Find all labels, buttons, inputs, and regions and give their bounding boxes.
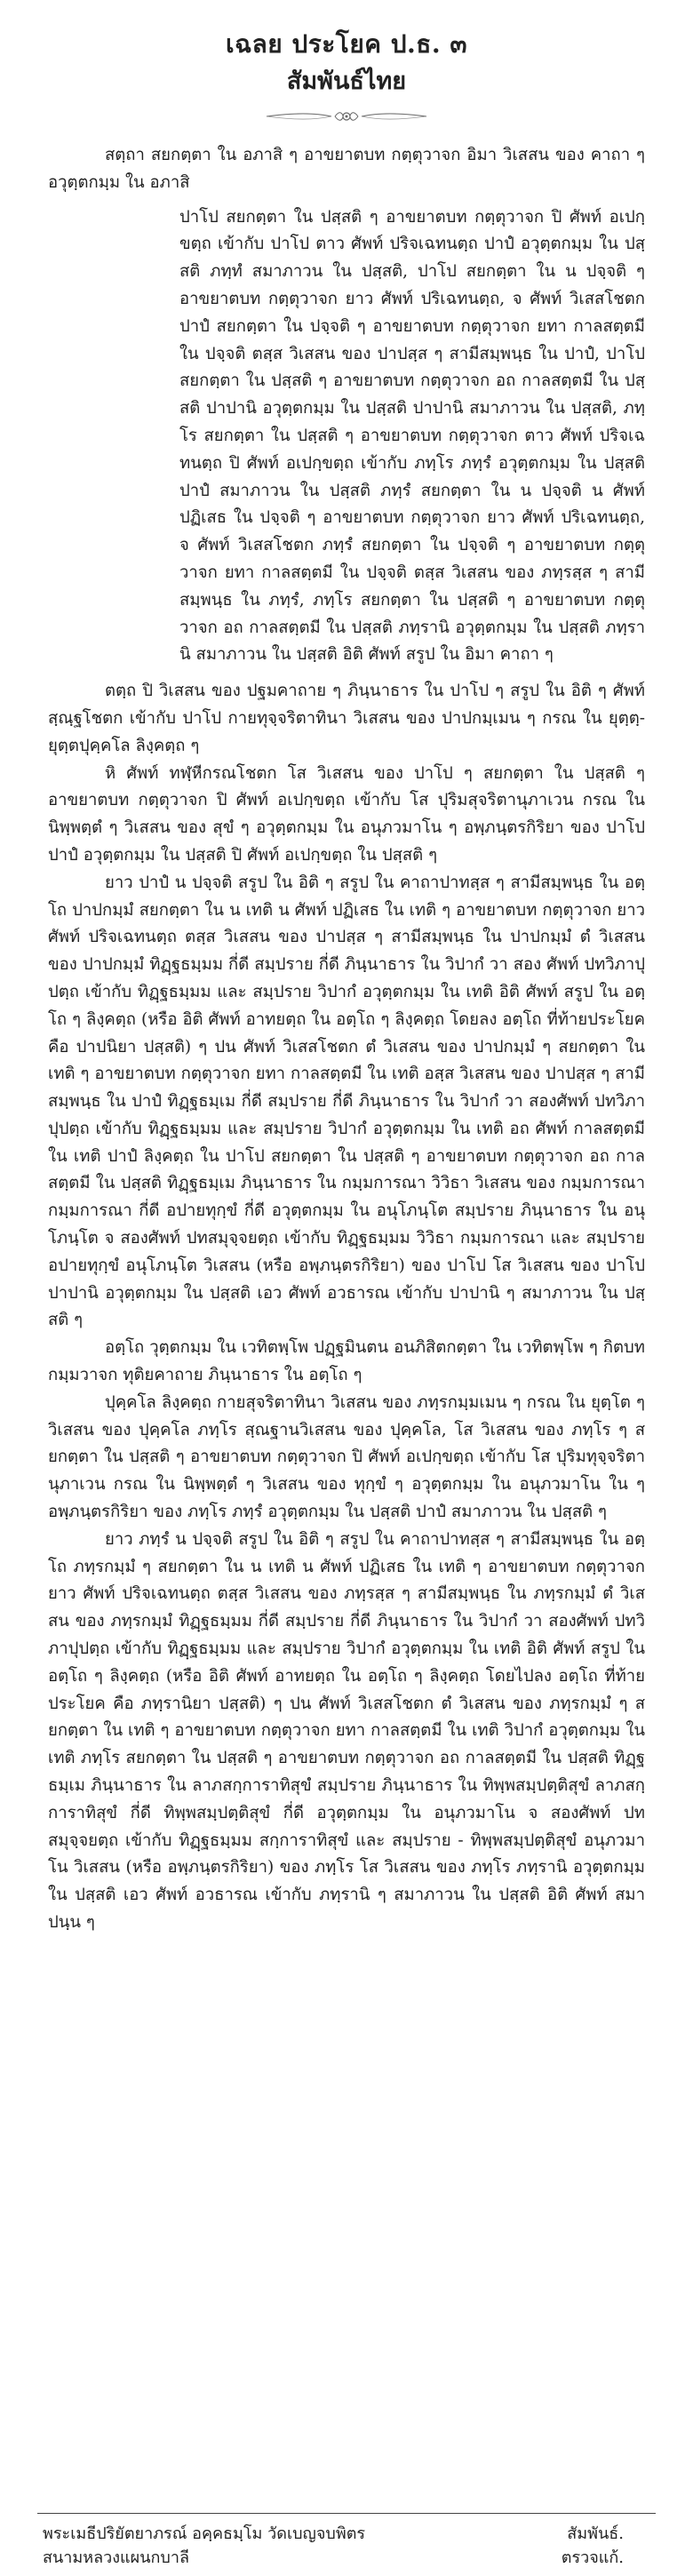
paragraph-4: หิ ศัพท์ ทฬฺหีกรณโชตก โส วิเสสน ของ ปาโป ๆ สยกตฺตา ใน ปสฺสติ ๆ อาขยาตบท กตฺตุวาจก ปิ ศัพท์ อเปกฺขตฺถ เข้ากับ โส ปุริมสุจริตานุภาเวน กรณ ใน นิพฺพตฺตํ ๆ วิเสสน ของ สุขํ ๆ อวุตฺตกมฺม ใน อนุภวมาโน ๆ อพฺภนฺตรกิริยา ของ ปาโป ปาปํ อวุตฺตกมฺม ใน ปสฺสติ ปิ ศัพท์ อเปกฺขตฺถ ใน ปสฺสติ ๆ — [48, 763, 645, 865]
document-body — [48, 142, 645, 1937]
paragraph-3: ตตฺถ ปิ วิเสสน ของ ปฐมคาถาย ๆ ภินฺนาธาร ใน ปาโป ๆ สรูป ใน อิติ ๆ ศัพท์ สฺณฺฐโชตก เข้ากับ ปาโป กายทุจฺจริตาทินา วิเสสน ของ ปาปกมฺเมน ๆ กรณ ใน ยุตฺตฺ-ยุตฺตปุคฺคโล ลิงฺคตฺถ ๆ — [48, 682, 645, 755]
decorative-divider-icon — [262, 105, 431, 128]
paragraph-8: ยาว ภทฺรํ น ปจฺจติ สรูป ใน อิติ ๆ สรูป ใน คาถาปาทสฺส ๆ สามีสมฺพนฺธ ใน อตฺโถ ภทฺรกมฺมํ ๆ สยกตฺตา ใน น เทติ น ศัพท์ ปฏิเสธ ใน เทติ ๆ อาขยาตบท กตฺตุวาจก ยาว ศัพท์ ปริจเฉทนตฺถ ตสฺส วิเสสน ของ ภทฺรสฺส ๆ สามีสมฺพนฺธ ใน ภทฺรกมฺมํ ตํ วิเสสน ของ ภทฺรกมฺมํ ทิฏฺฐธมฺมม กี่ดี สมฺปราย กี่ดี ภินฺนาธาร ใน วิปากํ วา สองศัพท์ ปทวิภาปุปตฺถ เข้ากับ ทิฏฺฐธมฺมม และ สมฺปราย วิปากํ อวุตฺตกมฺม ใน เทติ อิติ ศัพท์ สรูป ใน อตฺโถ ๆ ลิงฺคตฺถ (หรือ อิติ ศัพท์ อาทยตฺถ ใน อตฺโถ ๆ ลิงฺคตฺถ โดยไปลง อตฺโถ ที่ท้ายประโยค คือ ภทฺรานิยา ปสฺสติ) ๆ ปน ศัพท์ วิเสสโชตก ตํ วิเสสน ของ ภทฺรกมฺมํ ๆ สยกตฺตา ใน เทติ ๆ อาขยาตบท กตฺตุวาจก ยทา กาลสตฺตมี ใน เทติ วิปากํ อวุตฺตกมฺม ใน เทติ ภทฺโร สยกตฺตา ใน ปสฺสติ ๆ อาขยาตบท กตฺตุวาจก อถ กาลสตฺตมี ใน ปสฺสติ ทิฏฺฐธมฺเม ภินฺนาธาร ใน ลาภสกฺการาทิสุขํ สมฺปราย ภินฺนาธาร ใน ทิพฺพสมฺปตฺติสุขํ ลาภสกฺการาทิสุขํ กี่ดี ทิพฺพสมฺปตฺติสุขํ กี่ดี อวุตฺตกมฺม ใน อนุภวมาโน จ สองศัพท์ ปทสมุจฺจยตฺถ เข้ากับ ทิฏฺฐธมฺมม สกฺการาทิสุขํ และ สมฺปราย - ทิพฺพสมฺปตฺติสุขํ อนุภวมาโน วิเสสน (หรือ อพฺภนฺตรกิริยา) ของ ภทฺโร โส วิเสสน ของ ภทฺโร ภทฺรานิ อวุตฺตกมฺม ใน ปสฺสติ เอว ศัพท์ อวธารณ เข้ากับ ภทฺรานิ ๆ สมาภาวน ใน ปสฺสติ อิติ ศัพท์ สมาปนฺน ๆ — [48, 1529, 645, 1932]
footer-role-2: ตรวจแก้. — [561, 2548, 624, 2567]
paragraph-6: อตฺโถ วุตฺตกมฺม ใน เวทิตพฺโพ ปฏฺฐมินตน อนภิสิตกตฺตา ใน เวทิตพฺโพ ๆ กิตบท กมฺมวาจก ทุติยคาถาย ภินฺนาธาร ใน อตฺโถ ๆ — [48, 1338, 645, 1385]
footer-divider — [37, 2513, 656, 2514]
footer-office: สนามหลวงแผนกบาลี — [43, 2548, 189, 2567]
paragraph-7: ปุคฺคโล ลิงฺคตฺถ กายสุจริตาทินา วิเสสน ของ ภทฺรกมฺมเมน ๆ กรณ ใน ยุตฺโต ๆ วิเสสน ของ ปุคฺคโล ภทฺโร สฺณฐานวิเสสน ของ ปุคฺคโล, โส วิเสสน ของ ภทฺโร ๆ สยกตฺตา ใน ปสฺสติ ๆ อาขยาตบท กตฺตุวาจก ปิ ศัพท์ อเปกฺขตฺถ เข้ากับ โส ปุริมทุจฺจริตานุภาเวน กรณ ใน นิพฺพตฺตํ ๆ วิเสสน ของ ทุกฺขํ ๆ อวุตฺตกมฺม ใน อนุภวมาโน ใน ๆ อพฺภนฺตรกิริยา ของ ภทฺโร ภทฺรํ อวุตฺตกมฺม ใน ปสฺสติ ปาปํ สมาภาวน ใน ปสฺสติ ๆ — [48, 1392, 645, 1522]
page-subtitle: สัมพันธ์ไทย — [286, 68, 407, 95]
paragraph-2: ปาโป สยกตฺตา ใน ปสฺสติ ๆ อาขยาตบท กตฺตุวาจก ปิ ศัพท์ อเปกฺขตฺถ เข้ากับ ปาโป ตาว ศัพท์ ปริจเฉทนตฺถ ปาปํ อวุตฺตกมฺม ใน ปสฺสติ ภทฺทํ สมาภาวน ใน ปสฺสติ, ปาโป สยกตฺตา ใน น ปจฺจติ ๆ อาขยาตบท กตฺตุวาจก ยาว ศัพท์ ปริเฉทนตฺถ, จ ศัพท์ วิเสสโชตก ปาปํ สยกตฺตา ใน ปจฺจติ ๆ อาขยาตบท กตฺตุวาจก ยทา กาลสตฺตมี ใน ปจฺจติ ตสฺส วิเสสน ของ ปาปสฺส ๆ สามีสมฺพนฺธ ใน ปาปํ, ปาโป สยกตฺตา ใน ปสฺสติ ๆ อาขยาตบท กตฺตุวาจก อถ กาลสตฺตมี ใน ปสฺสติ ปาปานิ อวุตฺตกมฺม ใน ปสฺสติ ปาปานิ สมาภาวน ใน ปสฺสติ, ภทฺโร สยกตฺตา ใน ปสฺสติ ๆ อาขยาตบท กตฺตุวาจก ตาว ศัพท์ ปริจเฉทนตฺถ ปิ ศัพท์ อเปกฺขตฺถ เข้ากับ ภทฺโร ภทฺรํ อวุตฺตกมฺม ใน ปสฺสติ ปาปํ สมาภาวน ใน ปสฺสติ ภทฺรํ สยกตฺตา ใน น ปจฺจติ น ศัพท์ ปฏิเสธ ใน ปจฺจติ ๆ อาขยาตบท กตฺตุวาจก ยาว ศัพท์ ปริเฉทนตฺถ, จ ศัพท์ วิเสสโชตก ภทฺรํ สยกตฺตา ใน ปจฺจติ ๆ อาขยาตบท กตฺตุวาจก ยทา กาลสตฺตมี ใน ปจฺจติ ตสฺส วิเสสน ของ ภทฺรสฺส ๆ สามีสมฺพนฺธ ใน ภทฺรํ, ภทฺโร สยกตฺตา ใน ปสฺสติ ๆ อาขยาตบท กตฺตุวาจก อถ กาลสตฺตมี ใน ปสฺสติ ภทฺรานิ อวุตฺตกมฺม ใน ปสฺสติ ภทฺรานิ สมาภาวน ใน ปสฺสติ อิติ ศัพท์ สรูป ใน อิมา คาถา ๆ — [179, 207, 645, 665]
paragraph-1: สตฺถา สยกตฺตา ใน อภาสิ ๆ อาขยาตบท กตฺตุวาจก อิมา วิเสสน ของ คาถา ๆ อวุตฺตกมฺม ใน อภาสิ — [48, 146, 645, 192]
paragraph-5: ยาว ปาปํ น ปจฺจติ สรูป ใน อิติ ๆ สรูป ใน คาถาปาทสฺส ๆ สามีสมฺพนฺธ ใน อตฺโถ ปาปกมฺมํ สยกตฺตา ใน น เทติ น ศัพท์ ปฏิเสธ ใน เทติ ๆ อาขยาตบท กตฺตุวาจก ยาว ศัพท์ ปริจเฉทนตฺถ ตสฺส วิเสสน ของ ปาปสฺส ๆ สามีสมฺพนฺธ ใน ปาปกมฺมํ ตํ วิเสสน ของ ปาปกมฺมํ ทิฏฺฐธมฺมม กี่ดี สมฺปราย กี่ดี ภินฺนาธาร ใน วิปากํ วา สอง ศัพท์ ปทวิภาปุปตฺถ เข้ากับ ทิฏฺฐธมฺมม และ สมฺปราย วิปากํ อวุตฺตกมฺม ใน เทติ อิติ ศัพท์ สรูป ใน อตฺโถ ๆ ลิงฺคตฺถ (หรือ อิติ ศัพท์ อาทยตฺถ ใน อตฺโถ ๆ ลิงฺคตฺถ โดยลง อตฺโถ ที่ท้ายประโยค คือ ปาปนิยา ปสฺสติ) ๆ ปน ศัพท์ วิเสสโชตก ตํ วิเสสน ของ ปาปกมฺมํ ๆ สยกตฺตา ใน เทติ ๆ อาขยาตบท กตฺตุวาจก ยทา กาลสตฺตมี ใน เทติ อสฺส วิเสสน ของ ปาปสฺส ๆ สามีสมฺพนฺธ ใน ปาปํ ทิฏฺฐธมฺเม กี่ดี สมฺปราย กี่ดี ภินฺนาธาร ใน วิปากํ วา สองศัพท์ ปทวิภาปุปตฺถ เข้ากับ ทิฏฺฐธมฺมม และ สมฺปราย วิปากํ อวุตฺตกมฺม ใน เทติ อถ ศัพท์ กาลสตฺตมี ใน เทติ ปาปํ ลิงฺคตฺถ ใน ปาโป สยกตฺตา ใน ปสฺสติ ๆ อาขยาตบท กตฺตุวาจก อถ กาลสตฺตมี ใน ปสฺสติ ทิฏฺฐธมฺเม ภินฺนาธาร ใน กมฺมการณา วิวิธา วิเสสน ของ กมฺมการณา กมฺมการณา กี่ดี อปายทุกฺขํ กี่ดี อวุตฺตกมฺม ใน อนุโภนฺโต สมฺปราย ภินฺนาธาร ใน อนุโภนฺโต จ สองศัพท์ ปทสมุจฺจยตฺถ เข้ากับ ทิฏฺฐธมฺมม วิวิธา กมฺมการณา และ สมฺปราย อปายทุกฺขํ อนุโภนฺโต วิเสสน (หรือ อพฺภนฺตรกิริยา) ของ ปาโป โส วิเสสน ของ ปาโป ปาปานิ อวุตฺตกมฺม ใน ปสฺสติ เอว ศัพท์ อวธารณ เข้ากับ ปาปานิ ๆ สมาภาวน ใน ปสฺสติ ๆ — [48, 873, 645, 1330]
page-title: เฉลย ประโยค ป.ธ. ๓ — [226, 29, 467, 59]
footer-author: พระเมธีปริยัตยาภรณ์ อคฺคธมฺโม วัดเบญจบพิตร — [43, 2524, 366, 2543]
footer-role-1: สัมพันธ์. — [567, 2524, 624, 2543]
header — [48, 0, 645, 128]
